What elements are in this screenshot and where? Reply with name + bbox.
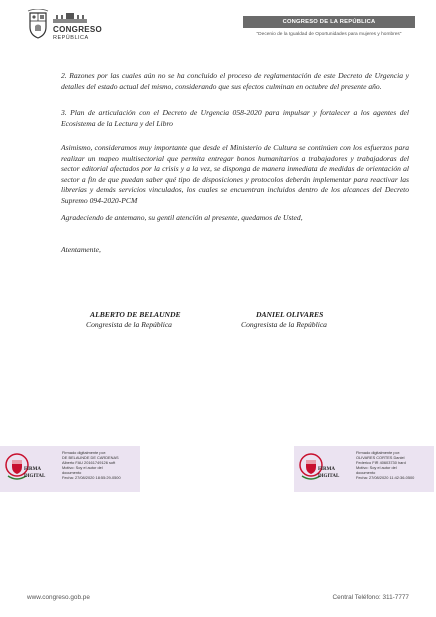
digital-signature-stamp-2 — [294, 446, 434, 492]
signer-1-role: Congresista de la República — [86, 320, 172, 329]
stamp-1-details — [62, 450, 138, 481]
stamp-1-label — [24, 466, 45, 480]
logo-subtitle: REPÚBLICA — [53, 35, 89, 41]
header-tagline: "Decenio de la Igualdad de Oportunidades para mujeres y hombres" — [256, 32, 402, 37]
stamp-1-label-line2: DIGITAL — [24, 474, 46, 479]
stamp-2-label — [318, 466, 339, 480]
congreso-logo — [27, 9, 103, 45]
closing-atentamente: Atentamente, — [61, 245, 101, 254]
stamp-2-line: documento — [356, 470, 376, 476]
stamp-2-details — [356, 450, 432, 481]
stamp-1-line: Firmado digitalmente por: — [62, 450, 107, 455]
paragraph-item-3: 3. Plan de articulación con el Decreto de Urgencia 058-2020 para impulsar y fortalecer a los agentes del Ecosistema de la Lectura y del Libro — [61, 108, 409, 128]
stamp-2-line: Firmado digitalmente por: — [356, 450, 401, 455]
digital-signature-stamp-1 — [0, 446, 140, 492]
stamp-2-line: Fecha: 27/08/2020 11:42:36-0500 — [356, 475, 415, 481]
paragraph-agradeciendo: Agradeciendo de antemano, su gentil atención al presente, quedamos de Usted, — [61, 213, 303, 222]
stamp-2-line: OLIVARES CORTES Daniel — [356, 455, 405, 461]
stamp-1-line: Fecha: 27/08/2020 18:55:29-0500 — [62, 475, 121, 481]
stamp-1-line: DE BELAUNDE DE CARDENAS — [62, 455, 119, 461]
stamp-2-line: Motivo: Soy el autor del — [356, 465, 397, 471]
footer-website: www.congreso.gob.pe — [27, 594, 90, 601]
stamp-2-line: Federico FIR 40603730 hard — [356, 460, 406, 466]
signer-2-name: DANIEL OLIVARES — [256, 310, 324, 319]
header-banner: CONGRESO DE LA REPÚBLICA — [243, 16, 415, 28]
paragraph-item-2: 2. Razones por las cuales aún no se ha concluido el proceso de reglamentación de este Decreto de Urgencia y detalles del estado actual del mismo, considerando que sus efectos culminan en octubre del presente año. — [61, 71, 409, 91]
signer-2-role: Congresista de la República — [241, 320, 327, 329]
coat-of-arms-icon — [27, 9, 49, 39]
stamp-2-label-line2: DIGITAL — [318, 474, 340, 479]
building-icon — [53, 13, 87, 23]
stamp-1-line: Alberto FAU 20161749126 soft — [62, 460, 116, 466]
footer-phone: Central Teléfono: 311-7777 — [332, 594, 409, 601]
logo-title: CONGRESO — [53, 25, 103, 34]
signer-1-name: ALBERTO DE BELAUNDE — [90, 310, 181, 319]
paragraph-asimismo: Asimismo, consideramos muy importante que desde el Ministerio de Cultura se continúen con los esfuerzos para realizar un mapeo multisectorial que permita entregar bonos humanitarios a trabajadores y trabajadoras del sector editorial afectados por la crisis y a la vez, se disponga de manera inmediata de medidas de orientación al sector a fin de que puedan saber qué tipo de disposiciones y protocolos deberán implementar para reactivar las librerías y demás servicios vinculados, los cuales se encuentran incluidos dentro de los alcances del Decreto Supremo 094-2020-PCM — [61, 143, 409, 205]
stamp-2-label-line1: FIRMA — [318, 467, 335, 472]
stamp-1-line: Motivo: Soy el autor del — [62, 465, 103, 471]
stamp-1-label-line1: FIRMA — [24, 467, 41, 472]
stamp-1-line: documento — [62, 470, 82, 476]
